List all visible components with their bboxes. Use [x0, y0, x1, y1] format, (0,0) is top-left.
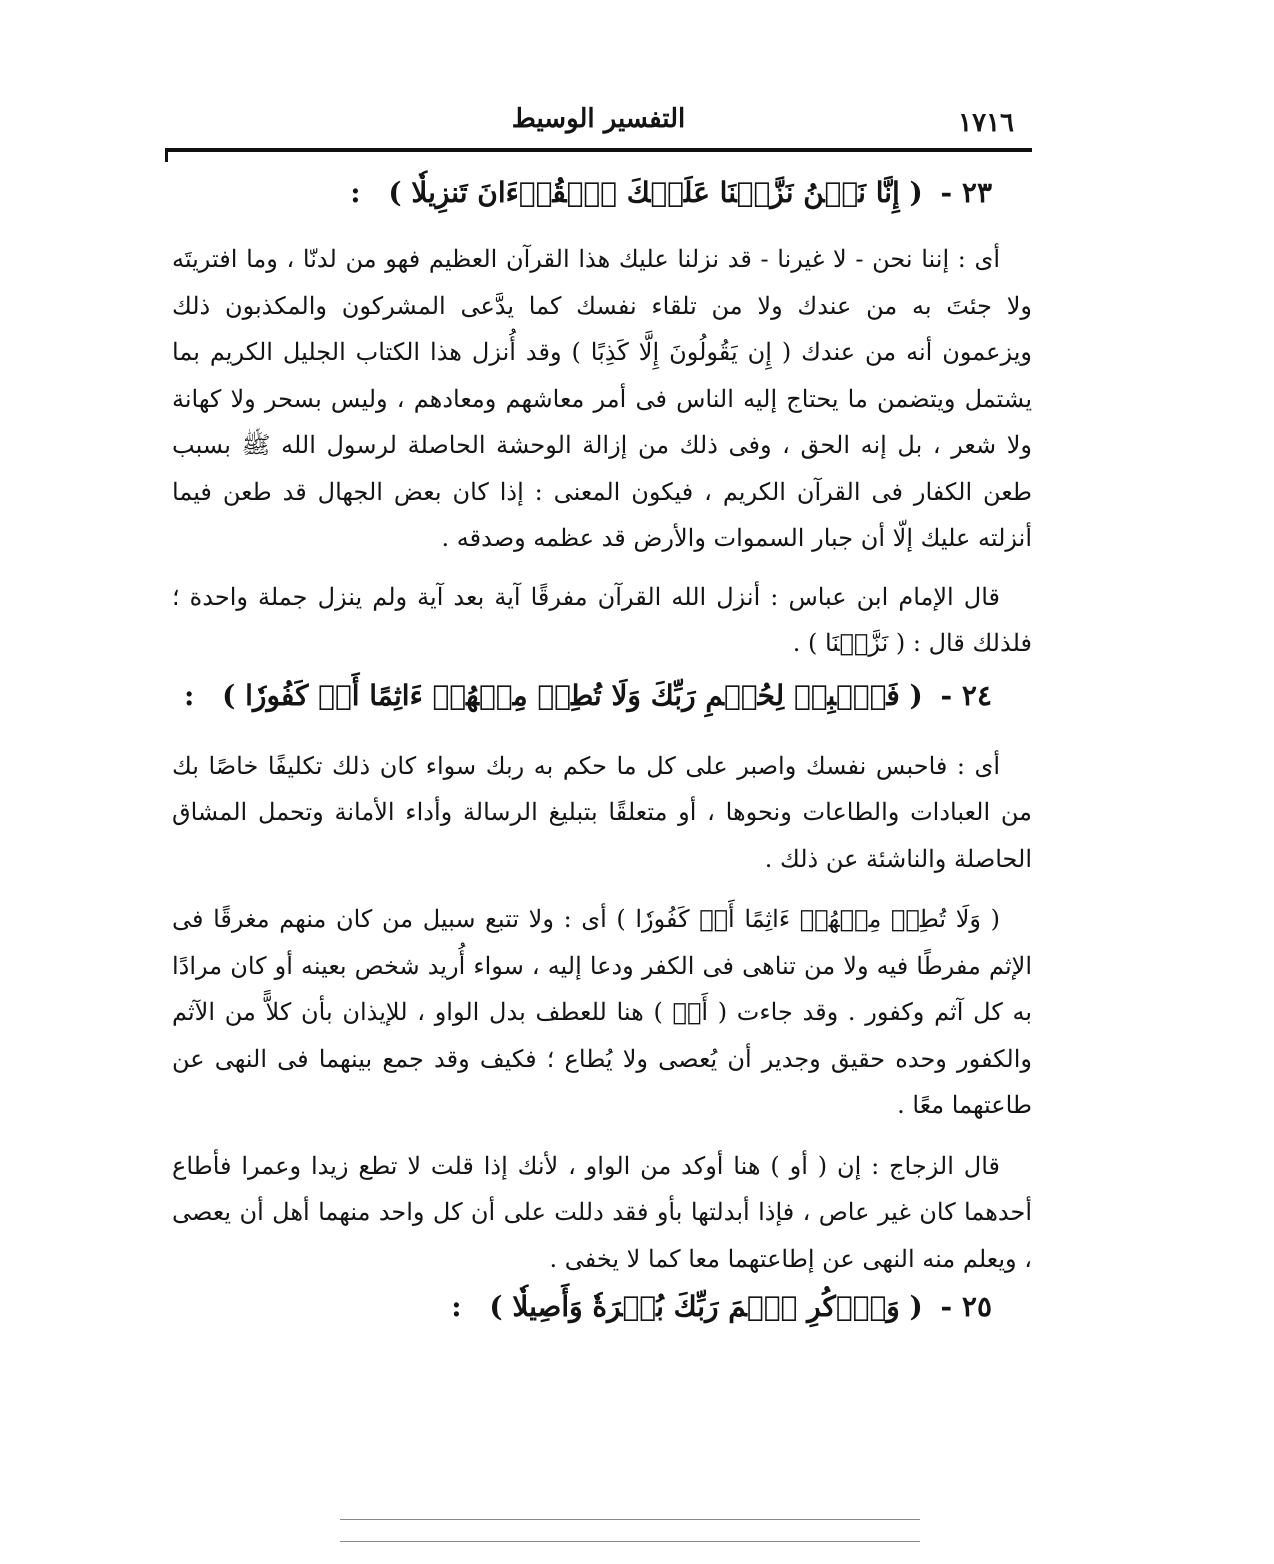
verse-text: ( فَٱصۡبِرۡ لِحُكۡمِ رَبِّكَ وَلَا تُطِعۡ مِنۡهُمۡ ءَاثِمًا أَوۡ كَفُورٗا )	[222, 678, 923, 712]
verse-colon: :	[451, 1290, 462, 1323]
verse-text: ( إِنَّا نَحۡنُ نَزَّلۡنَا عَلَيۡكَ ٱلۡقُرۡءَانَ تَنزِيلٗا )	[388, 176, 923, 209]
page-number: ١٧١٦	[958, 108, 1014, 138]
verse-heading-23	[172, 170, 1032, 226]
commentary-paragraph-3: أى : فاحبس نفسك واصبر على كل ما حكم به ربك سواء كان ذلك تكليفًا خاصًا بك من العبادات والطاعات ونحوها ، أو متعلقًا بتبليغ الرسالة وأداء الأمانة وتحمل المشاق الحاصلة والناشئة عن ذلك .	[172, 751, 1032, 873]
verse-text: ( وَٱذۡكُرِ ٱسۡمَ رَبِّكَ بُكۡرَةٗ وَأَصِيلٗا )	[489, 1290, 923, 1323]
verse-heading-24	[172, 673, 1032, 733]
commentary-paragraph-1: أى : إننا نحن - لا غيرنا - قد نزلنا عليك هذا القرآن العظيم فهو من لدنّا ، وما افتريتَه ولا جئتَ به من عندك ولا من تلقاء نفسك كما يدَّعى المشركون والمكذبون ذلك ويزعمون أنه من عندك ( إِن يَقُولُونَ إِلَّا كَذِبًا ) وقد أُنزل هذا الكتاب الجليل الكريم بما يشتمل ويتضمن ما يحتاج إليه الناس فى أمر معاشهم ومعادهم ، وليس بسحر ولا كهانة ولا شعر ، بل إنه الحق ، وفى ذلك من إزالة الوحشة الحاصلة لرسول الله ﷺ بسبب طعن الكفار فى القرآن الكريم ، فيكون المعنى : إذا كان بعض الجهال قد طعن فيما أنزلته عليك إلّا أن جبار السموات والأرض قد عظمه وصدقه .	[172, 245, 1033, 552]
commentary-paragraph-2: قال الإمام ابن عباس : أنزل الله القرآن مفرقًا آية بعد آية ولم ينزل جملة واحدة ؛ فلذلك قال : ( نَزَّلۡنَا ) .	[172, 582, 1032, 657]
verse-number: ٢٣ -	[940, 176, 992, 209]
page-header	[165, 92, 1032, 152]
commentary-paragraph-5: قال الزجاج : إن ( أو ) هنا أوكد من الواو ، لأنك إذا قلت لا تطع زيدا وعمرا فأطاع أحدهما كان غير عاص ، فإذا أبدلتها بأو فقد دللت على أن كل واحد منهما أهل أن يعصى ، ويعلم منه النهى عن إطاعتهما معا كما لا يخفى .	[172, 1151, 1032, 1273]
footer-rule	[340, 1519, 920, 1520]
verse-number: ٢٥ -	[940, 1290, 992, 1323]
commentary-paragraph-4: ( وَلَا تُطِعۡ مِنۡهُمۡ ءَاثِمًا أَوۡ كَفُورٗا ) أى : ولا تتبع سبيل من كان منهم مغرقًا فى الإثم مفرطًا فيه ولا من تناهى فى الكفر ودعا إليه ، سواء أُريد شخص بعينه أو كان مرادًا به كل آثم وكفور . وقد جاءت ( أَوۡ ) هنا للعطف بدل الواو ، للإيذان بأن كلاًّ من الآثم والكفور وحده حقيق وجدير أن يُعصى ولا يُطاع ؛ فكيف وقد جمع بينهما فى النهى عن طاعتهما معًا .	[172, 905, 1033, 1119]
page-body	[172, 170, 1032, 1336]
footer-rule-lower	[340, 1541, 920, 1542]
verse-colon: :	[184, 678, 195, 712]
header-rule-tick	[165, 148, 168, 162]
verse-colon: :	[350, 176, 361, 209]
verse-heading-25	[172, 1284, 1032, 1336]
verse-number: ٢٤ -	[940, 678, 992, 712]
header-rule	[165, 148, 1032, 152]
book-title: التفسير الوسيط	[511, 104, 686, 134]
